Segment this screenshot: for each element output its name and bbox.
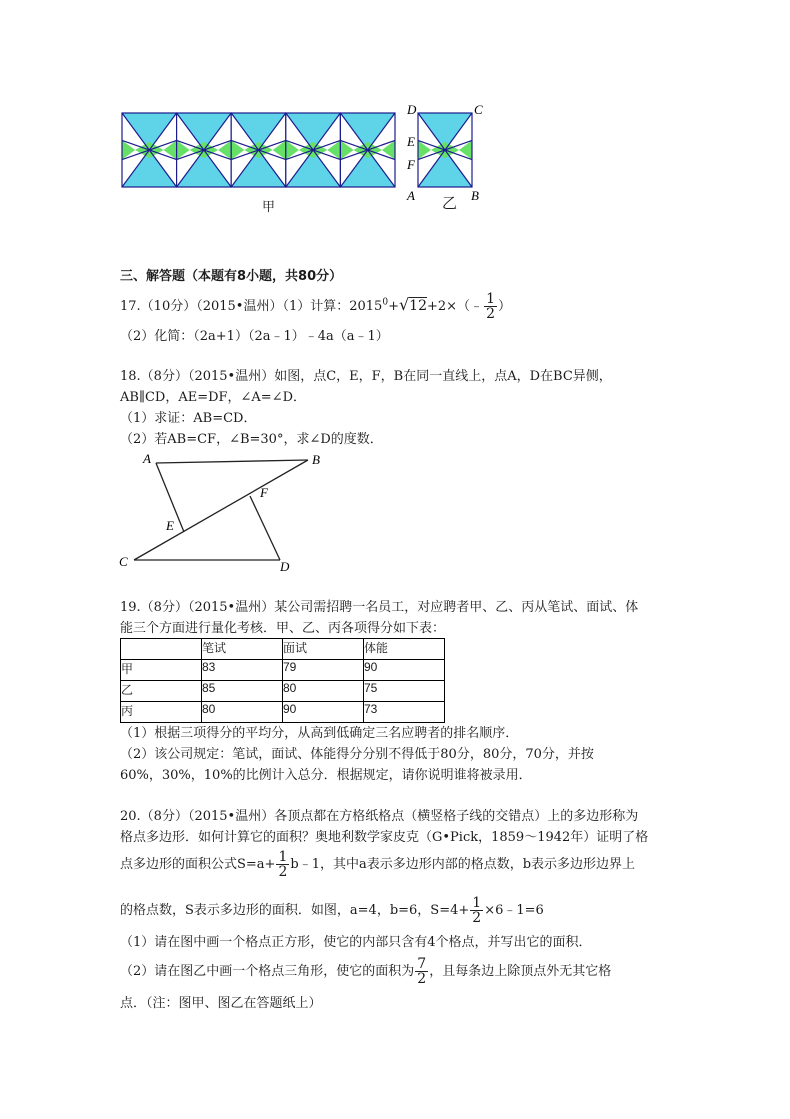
table-row (121, 702, 445, 723)
table-header-cell: 笔试 (202, 639, 283, 660)
q18-label-E: E (166, 518, 174, 533)
q18-line4: （2）若AB=CF，∠B=30°，求∠D的度数． (120, 432, 383, 447)
q17-prefix: 17.（10分）（2015•温州）（1）计算：2015 (120, 299, 383, 314)
vertex-label-A: A (407, 188, 415, 203)
table-header-cell: 体能 (364, 639, 445, 660)
q20-line6 (120, 957, 611, 986)
q20-line1: 20.（8分）（2015•温州）各顶点都在方格纸格点（横竖格子线的交错点）上的多边形称为 (120, 809, 639, 824)
q18-label-F: F (260, 485, 268, 500)
frac-den: 2 (472, 910, 482, 926)
table-cell: 90 (364, 660, 445, 681)
q18-label-A: A (143, 451, 151, 466)
vertex-label-F: F (407, 157, 415, 172)
q20-line4-a: 的格点数，S表示多边形的面积．如图，a=4，b=6，S=4+ (120, 903, 470, 918)
table-cell: 75 (364, 681, 445, 702)
frac-num: 1 (278, 849, 288, 865)
q18-label-C: C (119, 554, 128, 569)
q17-close: ） (497, 299, 511, 314)
tile-square-yi (418, 113, 472, 187)
q20-line3 (120, 850, 635, 879)
q20-fraction-1 (276, 850, 289, 879)
table-row (121, 681, 445, 702)
table-cell: 90 (283, 702, 364, 723)
q17-line1 (120, 292, 511, 321)
section-heading: 三、解答题（本题有8小题，共80分） (120, 269, 343, 284)
q20-line4 (120, 896, 544, 925)
table-cell: 甲 (121, 660, 202, 681)
q18-label-B: B (312, 452, 320, 467)
table-cell: 80 (202, 702, 283, 723)
sqrt-icon: √ (398, 295, 410, 314)
q19-line2: 能三个方面进行量化考核．甲、乙、丙各项得分如下表： (120, 621, 446, 636)
table-cell: 79 (283, 660, 364, 681)
table-header-row (121, 639, 445, 660)
table-cell: 80 (283, 681, 364, 702)
segment-DF (250, 496, 280, 560)
vertex-label-E: E (407, 134, 415, 149)
q20-fraction-2 (470, 896, 483, 925)
q19-sub1: （1）根据三项得分的平均分，从高到低确定三名应聘者的排名顺序． (120, 726, 519, 741)
q17-line2: （2）化简：（2a+1）（2a﹣1）﹣4a（a﹣1） (120, 329, 389, 344)
table-cell: 73 (364, 702, 445, 723)
figure-label-jia: 甲 (262, 200, 276, 215)
table-row (121, 660, 445, 681)
q18-geometry-figure (110, 448, 330, 578)
table-cell: 83 (202, 660, 283, 681)
q17-frac-den: 2 (486, 306, 495, 322)
table-cell: 乙 (121, 681, 202, 702)
q17-sqrt-radicand: 12 (409, 298, 427, 314)
q20-line7: 点．（注：图甲、图乙在答题纸上） (120, 996, 322, 1011)
q18-label-D: D (280, 559, 290, 574)
vertex-label-C: C (474, 102, 483, 117)
segment-AB (156, 460, 308, 463)
q17-plus: + (388, 299, 399, 314)
q20-line4-b: ×6﹣1=6 (484, 903, 544, 918)
frac-den: 2 (417, 971, 427, 987)
figure-label-yi: 乙 (442, 194, 458, 212)
frac-num: 7 (417, 956, 427, 972)
q19-line1: 19.（8分）（2015•温州）某公司需招聘一名员工，对应聘者甲、乙、丙从笔试、面试、体 (120, 600, 639, 615)
q20-line3-a: 点多边形的面积公式S=a+ (120, 857, 276, 872)
q17-fraction (484, 292, 497, 321)
table-header-cell: 面试 (283, 639, 364, 660)
score-table (120, 638, 445, 723)
q20-line5: （1）请在图中画一个格点正方形，使它的内部只含有4个格点，并写出它的面积． (120, 935, 592, 950)
tile-strip-jia (122, 113, 395, 187)
q18-line1: 18.（8分）（2015•温州）如图，点C，E，F，B在同一直线上，点A，D在BC异侧， (120, 369, 612, 384)
q19-sub2b: 60%，30%，10%的比例计入总分．根据规定，请你说明谁将被录用． (120, 768, 532, 783)
vertex-label-B: B (471, 188, 479, 203)
vertex-label-D: D (407, 102, 417, 117)
frac-den: 2 (278, 864, 288, 880)
q17-times: +2×（﹣ (427, 299, 484, 314)
q19-sub2a: （2）该公司规定：笔试，面试、体能得分分别不得低于80分，80分，70分，并按 (120, 747, 594, 762)
table-cell: 丙 (121, 702, 202, 723)
q20-fraction-3 (415, 957, 428, 986)
q20-line3-b: b﹣1，其中a表示多边形内部的格点数，b表示多边形边界上 (290, 857, 636, 872)
frac-num: 1 (472, 895, 482, 911)
table-cell: 85 (202, 681, 283, 702)
segment-CB (134, 460, 308, 560)
q17-frac-num: 1 (486, 291, 495, 307)
q20-line6-a: （2）请在图乙中画一个格点三角形，使它的面积为 (120, 964, 415, 979)
q20-line6-b: ，且每条边上除顶点外无其它格 (429, 964, 612, 979)
q18-line2: AB∥CD，AE=DF，∠A=∠D． (120, 390, 307, 405)
q18-line3: （1）求证：AB=CD． (120, 411, 257, 426)
q17-sup: 0 (382, 297, 389, 308)
q20-line2: 格点多边形．如何计算它的面积？奥地利数学家皮克（G•Pick，1859～1942年）证明了格 (120, 830, 649, 845)
table-header-cell (121, 639, 202, 660)
